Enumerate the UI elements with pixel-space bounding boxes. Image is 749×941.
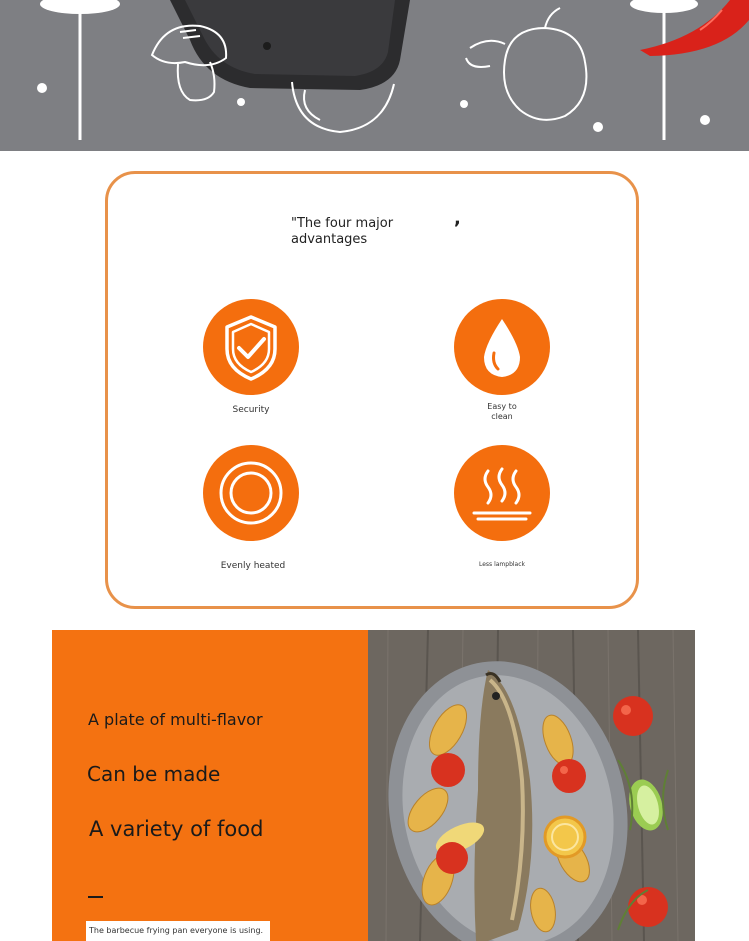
- easy-clean-label: Easy to clean: [487, 402, 517, 421]
- shield-check-icon: [203, 299, 299, 395]
- security-label: Security: [232, 405, 270, 415]
- fish-dish-photo: [368, 630, 695, 941]
- promo-line-1: A plate of multi-flavor: [88, 710, 263, 729]
- grilled-fish-illustration: [368, 630, 695, 941]
- concentric-rings-icon: [203, 445, 299, 541]
- less-lampblack-badge: [454, 445, 550, 541]
- promo-note: The barbecue frying pan everyone is using.: [86, 921, 270, 941]
- easy-clean-badge: [454, 299, 550, 395]
- evenly-heated-badge: [203, 445, 299, 541]
- promo-line-2: Can be made: [87, 762, 221, 786]
- banner-illustration: [0, 0, 749, 151]
- promo-panel: [52, 630, 368, 941]
- advantages-card: [105, 171, 639, 609]
- evenly-heated-label: Evenly heated: [220, 561, 286, 571]
- top-banner: [0, 0, 749, 151]
- promo-line-3: A variety of food: [89, 817, 264, 841]
- title-comma: ,: [454, 208, 461, 229]
- water-drop-icon: [454, 299, 550, 395]
- security-badge: [203, 299, 299, 395]
- less-lampblack-label: Less lampblack: [478, 561, 525, 568]
- promo-dash: [88, 896, 103, 898]
- advantages-title: "The four major advantages: [291, 216, 394, 247]
- steam-heat-icon: [454, 445, 550, 541]
